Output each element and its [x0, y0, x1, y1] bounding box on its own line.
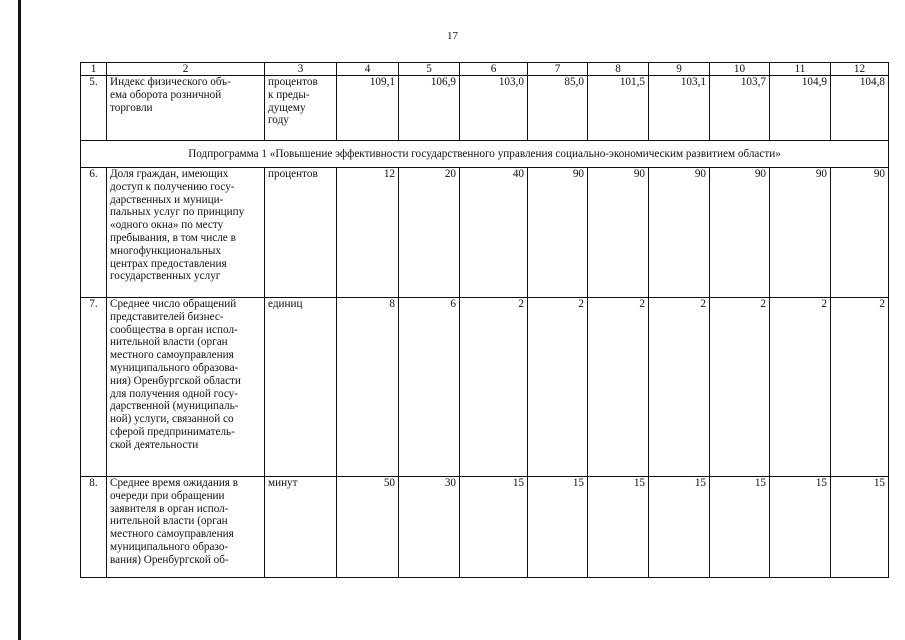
value-cell: 90 — [588, 168, 649, 298]
indicators-table — [80, 62, 889, 578]
row-number: 5. — [81, 76, 107, 141]
column-header: 10 — [710, 63, 770, 76]
indicator-name: Среднее время ожидания в очереди при обращении заявителя в орган испол- нительной власти (орган местного самоуправления муниципального образо- вания) Оренбургской об- — [107, 477, 265, 578]
value-cell: 15 — [528, 477, 588, 578]
value-cell: 90 — [710, 168, 770, 298]
value-cell: 6 — [399, 298, 460, 477]
value-cell: 15 — [710, 477, 770, 578]
column-header: 8 — [588, 63, 649, 76]
value-cell: 103,7 — [710, 76, 770, 141]
unit-cell: единиц — [265, 298, 337, 477]
value-cell: 90 — [770, 168, 831, 298]
value-cell: 15 — [770, 477, 831, 578]
value-cell: 40 — [460, 168, 528, 298]
value-cell: 20 — [399, 168, 460, 298]
value-cell: 109,1 — [337, 76, 399, 141]
column-header: 2 — [107, 63, 265, 76]
table-header-row — [81, 63, 889, 76]
column-header: 5 — [399, 63, 460, 76]
value-cell: 15 — [460, 477, 528, 578]
value-cell: 85,0 — [528, 76, 588, 141]
value-cell: 12 — [337, 168, 399, 298]
indicator-name: Среднее число обращений представителей бизнес- сообщества в орган испол- нительной власти (орган местного самоуправления муниципального образова- ния) Оренбургской области для получения одной госу- дарственной (муниципаль- ной) услуги, связанной со сферой предприниматель- ской деятельности — [107, 298, 265, 477]
column-header: 9 — [649, 63, 710, 76]
value-cell: 104,9 — [770, 76, 831, 141]
page-number: 17 — [447, 30, 458, 42]
unit-cell: минут — [265, 477, 337, 578]
value-cell: 2 — [460, 298, 528, 477]
scan-edge-line — [18, 0, 21, 640]
value-cell: 2 — [528, 298, 588, 477]
value-cell: 104,8 — [831, 76, 889, 141]
indicator-name: Индекс физического объ- ема оборота розничной торговли — [107, 76, 265, 141]
value-cell: 15 — [588, 477, 649, 578]
value-cell: 90 — [831, 168, 889, 298]
value-cell: 50 — [337, 477, 399, 578]
subprogram-row — [81, 141, 889, 168]
column-header: 11 — [770, 63, 831, 76]
row-number: 6. — [81, 168, 107, 298]
unit-cell: процентов к преды- дущему году — [265, 76, 337, 141]
column-header: 3 — [265, 63, 337, 76]
value-cell: 30 — [399, 477, 460, 578]
subprogram-title: Подпрограмма 1 «Повышение эффективности государственного управления социально-экономическим развитием области» — [81, 141, 889, 168]
table-row — [81, 76, 889, 141]
unit-cell: процентов — [265, 168, 337, 298]
value-cell: 2 — [649, 298, 710, 477]
value-cell: 103,0 — [460, 76, 528, 141]
value-cell: 106,9 — [399, 76, 460, 141]
table-row — [81, 477, 889, 578]
value-cell: 15 — [649, 477, 710, 578]
row-number: 7. — [81, 298, 107, 477]
value-cell: 103,1 — [649, 76, 710, 141]
value-cell: 2 — [710, 298, 770, 477]
table-row — [81, 168, 889, 298]
value-cell: 90 — [649, 168, 710, 298]
column-header: 1 — [81, 63, 107, 76]
value-cell: 2 — [770, 298, 831, 477]
indicator-name: Доля граждан, имеющих доступ к получению госу- дарственных и муници- пальных услуг по принципу «одного окна» по месту пребывания, в том числе в многофункциональных центрах предоставления государственных услуг — [107, 168, 265, 298]
table-row — [81, 298, 889, 477]
value-cell: 2 — [588, 298, 649, 477]
value-cell: 2 — [831, 298, 889, 477]
column-header: 4 — [337, 63, 399, 76]
value-cell: 15 — [831, 477, 889, 578]
value-cell: 101,5 — [588, 76, 649, 141]
column-header: 7 — [528, 63, 588, 76]
value-cell: 8 — [337, 298, 399, 477]
row-number: 8. — [81, 477, 107, 578]
value-cell: 90 — [528, 168, 588, 298]
column-header: 12 — [831, 63, 889, 76]
column-header: 6 — [460, 63, 528, 76]
